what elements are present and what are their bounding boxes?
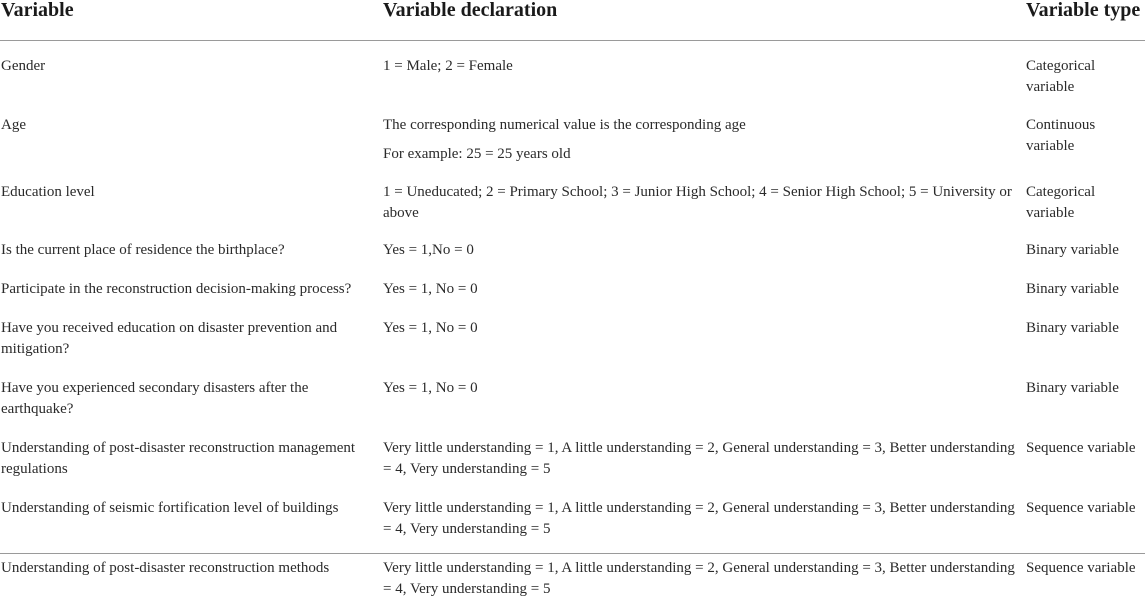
column-header-type: [1026, 0, 1145, 41]
declaration-cell: [383, 489, 1026, 549]
variable-name: Have you received education on disaster prevention and mitigation?: [0, 318, 383, 360]
declaration-text: Yes = 1, No = 0: [383, 318, 1026, 339]
declaration-cell: [383, 549, 1026, 607]
column-header-variable-label: Variable: [0, 0, 383, 20]
declaration-cell: [383, 369, 1026, 429]
declaration-cell: [383, 106, 1026, 173]
column-header-declaration-label: Variable declaration: [383, 0, 1026, 20]
variable-cell: [0, 309, 383, 369]
header-row: [0, 0, 1145, 41]
variable-type: Binary variable: [1026, 240, 1145, 261]
table-row: [0, 489, 1145, 549]
variable-type: Continuous variable: [1026, 115, 1145, 157]
table-header: [0, 0, 1145, 41]
variable-cell: [0, 173, 383, 232]
table-row: [0, 270, 1145, 309]
declaration-cell: [383, 173, 1026, 232]
variable-type: Binary variable: [1026, 378, 1145, 399]
declaration-cell: [383, 270, 1026, 309]
declaration-cell: [383, 309, 1026, 369]
table-bottom-rule: [0, 553, 1145, 554]
variable-name: Have you experienced secondary disasters after the earthquake?: [0, 378, 383, 420]
variable-cell: [0, 41, 383, 107]
type-cell: [1026, 549, 1145, 607]
variable-name: Participate in the reconstruction decision-making process?: [0, 279, 383, 300]
variable-type: Binary variable: [1026, 318, 1145, 339]
declaration-text: Yes = 1,No = 0: [383, 240, 1026, 261]
type-cell: [1026, 429, 1145, 489]
variable-type: Categorical variable: [1026, 182, 1145, 224]
variable-cell: [0, 232, 383, 270]
type-cell: [1026, 489, 1145, 549]
table-row: [0, 369, 1145, 429]
table-row: [0, 232, 1145, 270]
type-cell: [1026, 106, 1145, 173]
table-row: [0, 549, 1145, 607]
table-row: [0, 173, 1145, 232]
declaration-text: 1 = Uneducated; 2 = Primary School; 3 = Junior High School; 4 = Senior High School; 5 = University or above: [383, 182, 1026, 224]
declaration-text: Yes = 1, No = 0: [383, 378, 1026, 399]
variable-name: Education level: [0, 182, 383, 203]
declaration-text: The corresponding numerical value is the corresponding age: [383, 115, 1026, 136]
variable-cell: [0, 369, 383, 429]
variable-type: Binary variable: [1026, 279, 1145, 300]
variable-type: Sequence variable: [1026, 438, 1145, 459]
declaration-text: Very little understanding = 1, A little understanding = 2, General understanding = 3, Better understanding = 4, Very understanding = 5: [383, 438, 1026, 480]
column-header-declaration: [383, 0, 1026, 41]
declaration-cell: [383, 41, 1026, 107]
type-cell: [1026, 232, 1145, 270]
variable-name: Age: [0, 115, 383, 136]
variable-cell: [0, 270, 383, 309]
declaration-text: Very little understanding = 1, A little understanding = 2, General understanding = 3, Better understanding = 4, Very understanding = 5: [383, 558, 1026, 600]
type-cell: [1026, 369, 1145, 429]
table-row: [0, 309, 1145, 369]
variable-cell: [0, 106, 383, 173]
type-cell: [1026, 173, 1145, 232]
variable-name: Understanding of post-disaster reconstruction management regulations: [0, 438, 383, 480]
declaration-cell: [383, 232, 1026, 270]
declaration-text: Yes = 1, No = 0: [383, 279, 1026, 300]
type-cell: [1026, 41, 1145, 107]
table-row: [0, 41, 1145, 107]
variable-cell: [0, 489, 383, 549]
variable-name: Understanding of seismic fortification level of buildings: [0, 498, 383, 519]
variable-type: Sequence variable: [1026, 558, 1145, 579]
variable-name: Gender: [0, 56, 383, 77]
variable-cell: [0, 549, 383, 607]
variable-name: Understanding of post-disaster reconstruction methods: [0, 558, 383, 579]
variable-type: Sequence variable: [1026, 498, 1145, 519]
variable-cell: [0, 429, 383, 489]
declaration-text: 1 = Male; 2 = Female: [383, 56, 1026, 77]
table-row: [0, 429, 1145, 489]
type-cell: [1026, 270, 1145, 309]
column-header-type-label: Variable type: [1026, 0, 1145, 20]
table-row: [0, 106, 1145, 173]
variable-type: Categorical variable: [1026, 56, 1145, 98]
declaration-cell: [383, 429, 1026, 489]
declaration-text: Very little understanding = 1, A little understanding = 2, General understanding = 3, Better understanding = 4, Very understanding = 5: [383, 498, 1026, 540]
type-cell: [1026, 309, 1145, 369]
declaration-text: For example: 25 = 25 years old: [383, 136, 1026, 165]
table-body: [0, 41, 1145, 607]
column-header-variable: [0, 0, 383, 41]
variable-name: Is the current place of residence the birthplace?: [0, 240, 383, 261]
